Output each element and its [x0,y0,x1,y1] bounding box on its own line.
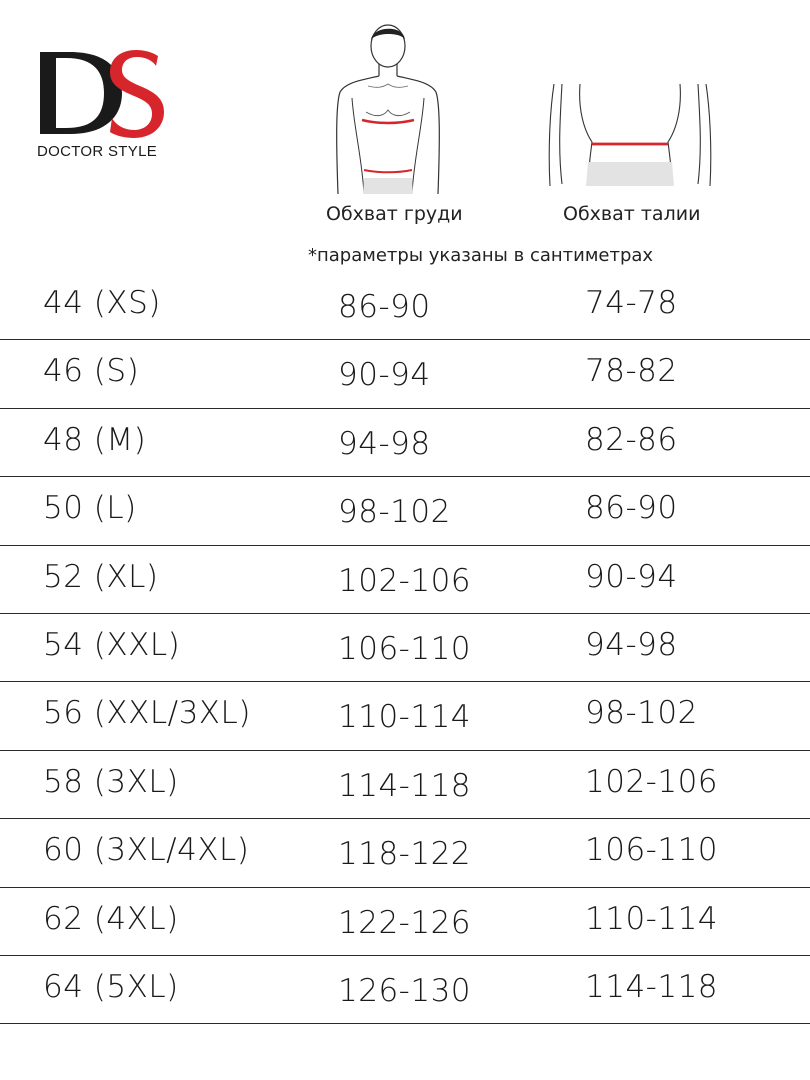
chest-caption: Обхват груди [326,203,463,225]
waist-caption: Обхват талии [563,203,701,225]
size-cell: 50 (L) [43,490,137,527]
waist-cell: 98-102 [585,695,698,732]
size-table [0,272,810,1024]
table-row [0,340,810,408]
male-torso-chest-measure-icon [318,18,458,196]
table-row [0,682,810,750]
brand-name: DOCTOR STYLE [37,143,158,160]
size-cell: 60 (3XL/4XL) [43,832,250,869]
chest-cell: 122-126 [338,904,472,941]
table-row [0,409,810,477]
chest-cell: 102-106 [338,562,472,599]
table-row [0,888,810,956]
chest-cell: 94-98 [338,425,431,462]
chest-cell: 86-90 [338,289,431,325]
size-cell: 58 (3XL) [43,763,179,800]
table-row [0,956,810,1024]
size-cell: 56 (XXL/3XL) [43,695,251,732]
waist-cell: 106-110 [585,832,719,869]
chest-cell: 126-130 [338,972,472,1009]
chest-cell: 118-122 [338,836,472,873]
size-cell: 46 (S) [43,353,140,390]
size-cell: 62 (4XL) [43,900,179,937]
chest-cell: 110-114 [338,699,472,736]
table-row [0,819,810,887]
waist-cell: 110-114 [585,900,719,937]
waist-cell: 90-94 [585,558,678,595]
table-row [0,546,810,614]
waist-cell: 94-98 [585,626,678,663]
chest-cell: 98-102 [338,494,451,531]
waist-cell: 114-118 [585,968,719,1005]
waist-cell: 102-106 [585,763,719,800]
chest-figure [318,18,458,196]
waist-figure [540,80,720,190]
chest-cell: 114-118 [338,767,472,804]
waist-cell: 74-78 [585,285,678,321]
units-note: *параметры указаны в сантиметрах [308,245,654,266]
chest-cell: 106-110 [338,630,472,667]
size-cell: 52 (XL) [43,558,159,595]
size-cell: 64 (5XL) [43,968,179,1005]
table-row [0,751,810,819]
table-row [0,272,810,340]
size-cell: 44 (XS) [43,285,161,321]
size-cell: 48 (M) [43,421,147,458]
waist-cell: 82-86 [585,421,678,458]
waist-cell: 86-90 [585,490,678,527]
table-row [0,614,810,682]
chest-cell: 90-94 [338,357,431,394]
table-row [0,477,810,545]
size-cell: 54 (XXL) [43,626,181,663]
waist-cell: 78-82 [585,353,678,390]
ds-logo-icon [36,44,166,144]
male-torso-waist-measure-icon [540,80,720,190]
